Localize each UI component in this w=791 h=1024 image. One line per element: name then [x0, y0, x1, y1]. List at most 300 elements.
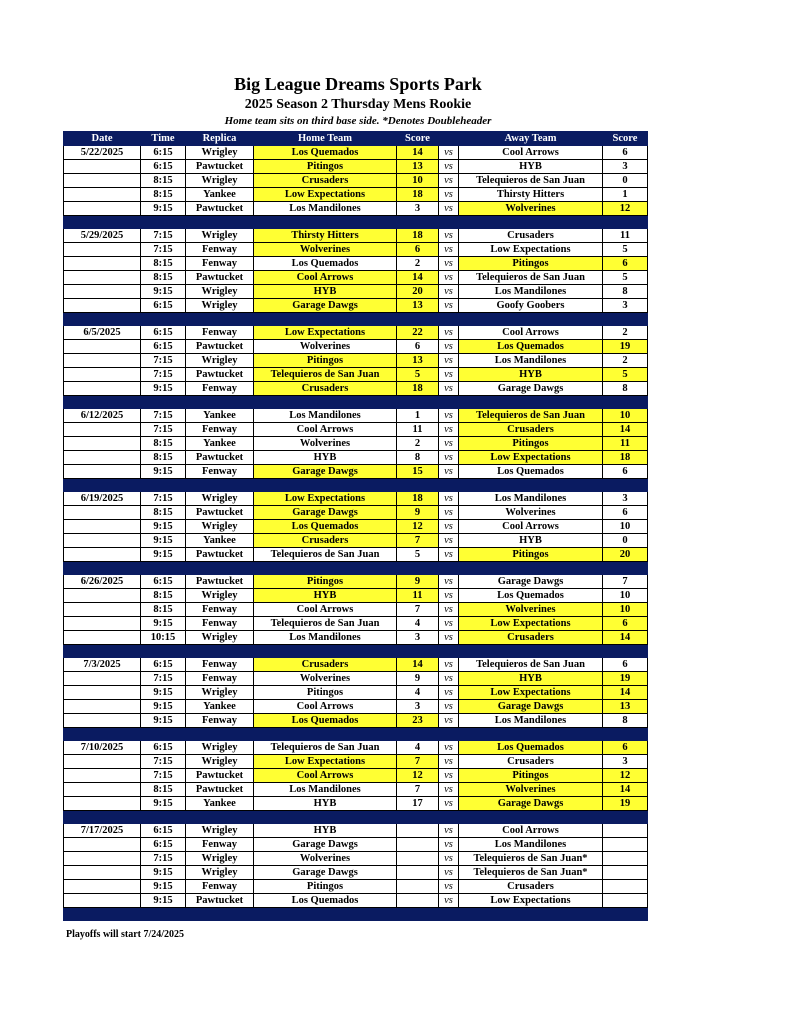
date-cell: 7/17/2025 [64, 824, 141, 838]
time-cell: 7:15 [141, 755, 186, 769]
home-score-cell [397, 880, 439, 894]
away-team-cell: Garage Dawgs [459, 575, 603, 589]
vs-cell: vs [439, 741, 459, 755]
away-team-cell: Crusaders [459, 229, 603, 243]
home-score-cell [397, 852, 439, 866]
away-team-cell: Telequieros de San Juan [459, 409, 603, 423]
date-cell [64, 188, 141, 202]
away-team-cell: Cool Arrows [459, 520, 603, 534]
week-separator [64, 216, 648, 229]
replica-cell: Fenway [186, 880, 254, 894]
replica-cell: Yankee [186, 797, 254, 811]
home-team-cell: Garage Dawgs [254, 299, 397, 313]
date-cell [64, 603, 141, 617]
table-row [64, 658, 648, 672]
home-score-cell: 14 [397, 271, 439, 285]
table-row [64, 188, 648, 202]
table-row [64, 174, 648, 188]
away-score-cell: 10 [603, 409, 648, 423]
vs-cell: vs [439, 506, 459, 520]
away-score-cell: 13 [603, 700, 648, 714]
replica-cell: Pawtucket [186, 451, 254, 465]
date-cell: 6/26/2025 [64, 575, 141, 589]
away-score-cell: 3 [603, 492, 648, 506]
table-row [64, 202, 648, 216]
away-team-cell: HYB [459, 160, 603, 174]
table-row [64, 340, 648, 354]
time-cell: 6:15 [141, 299, 186, 313]
home-score-cell: 4 [397, 741, 439, 755]
vs-cell: vs [439, 202, 459, 216]
home-score-cell: 9 [397, 506, 439, 520]
date-cell [64, 520, 141, 534]
time-cell: 9:15 [141, 686, 186, 700]
col-time: Time [141, 132, 186, 146]
replica-cell: Yankee [186, 437, 254, 451]
replica-cell: Wrigley [186, 520, 254, 534]
table-row [64, 299, 648, 313]
vs-cell: vs [439, 797, 459, 811]
replica-cell: Fenway [186, 257, 254, 271]
replica-cell: Fenway [186, 603, 254, 617]
vs-cell: vs [439, 160, 459, 174]
table-row [64, 492, 648, 506]
vs-cell: vs [439, 340, 459, 354]
date-cell: 6/19/2025 [64, 492, 141, 506]
replica-cell: Wrigley [186, 866, 254, 880]
table-row [64, 534, 648, 548]
time-cell: 6:15 [141, 824, 186, 838]
home-score-cell: 3 [397, 700, 439, 714]
date-cell: 7/3/2025 [64, 658, 141, 672]
away-team-cell: Thirsty Hitters [459, 188, 603, 202]
home-team-cell: Pitingos [254, 575, 397, 589]
replica-cell: Yankee [186, 188, 254, 202]
date-cell [64, 257, 141, 271]
away-team-cell: Wolverines [459, 506, 603, 520]
away-score-cell: 2 [603, 326, 648, 340]
replica-cell: Wrigley [186, 824, 254, 838]
away-team-cell: Los Quemados [459, 741, 603, 755]
time-cell: 6:15 [141, 326, 186, 340]
away-team-cell: HYB [459, 534, 603, 548]
col-vs [439, 132, 459, 146]
date-cell [64, 589, 141, 603]
vs-cell: vs [439, 838, 459, 852]
schedule-body [64, 146, 648, 921]
time-cell: 7:15 [141, 769, 186, 783]
vs-cell: vs [439, 285, 459, 299]
vs-cell: vs [439, 368, 459, 382]
week-separator [64, 562, 648, 575]
away-team-cell: Low Expectations [459, 451, 603, 465]
time-cell: 9:15 [141, 548, 186, 562]
away-score-cell: 6 [603, 465, 648, 479]
replica-cell: Yankee [186, 700, 254, 714]
away-team-cell: HYB [459, 672, 603, 686]
home-score-cell: 12 [397, 520, 439, 534]
home-team-cell: HYB [254, 824, 397, 838]
time-cell: 9:15 [141, 866, 186, 880]
home-score-cell: 8 [397, 451, 439, 465]
date-cell [64, 894, 141, 908]
date-cell [64, 797, 141, 811]
home-score-cell: 12 [397, 769, 439, 783]
away-team-cell: Telequieros de San Juan [459, 271, 603, 285]
away-team-cell: Telequieros de San Juan [459, 174, 603, 188]
time-cell: 6:15 [141, 741, 186, 755]
away-team-cell: Pitingos [459, 769, 603, 783]
away-score-cell: 14 [603, 423, 648, 437]
home-score-cell: 6 [397, 243, 439, 257]
home-score-cell: 3 [397, 202, 439, 216]
home-team-cell: Low Expectations [254, 755, 397, 769]
away-team-cell: Telequieros de San Juan* [459, 852, 603, 866]
date-cell [64, 271, 141, 285]
col-home-score: Score [397, 132, 439, 146]
away-score-cell [603, 894, 648, 908]
home-team-cell: Cool Arrows [254, 603, 397, 617]
vs-cell: vs [439, 548, 459, 562]
home-score-cell: 15 [397, 465, 439, 479]
date-cell [64, 880, 141, 894]
table-row [64, 603, 648, 617]
replica-cell: Wrigley [186, 852, 254, 866]
week-separator [64, 645, 648, 658]
replica-cell: Pawtucket [186, 506, 254, 520]
vs-cell: vs [439, 534, 459, 548]
separator-bar [64, 313, 648, 326]
replica-cell: Wrigley [186, 146, 254, 160]
home-score-cell: 18 [397, 492, 439, 506]
home-team-cell: Los Mandilones [254, 783, 397, 797]
away-score-cell: 6 [603, 257, 648, 271]
vs-cell: vs [439, 409, 459, 423]
home-team-cell: Cool Arrows [254, 271, 397, 285]
away-score-cell: 3 [603, 299, 648, 313]
date-cell [64, 534, 141, 548]
week-separator [64, 811, 648, 824]
vs-cell: vs [439, 631, 459, 645]
table-row [64, 783, 648, 797]
home-score-cell: 23 [397, 714, 439, 728]
home-team-cell: Low Expectations [254, 492, 397, 506]
time-cell: 7:15 [141, 368, 186, 382]
vs-cell: vs [439, 465, 459, 479]
date-cell [64, 617, 141, 631]
away-team-cell: Los Mandilones [459, 285, 603, 299]
home-score-cell: 4 [397, 686, 439, 700]
away-team-cell: Crusaders [459, 631, 603, 645]
date-cell [64, 755, 141, 769]
week-separator [64, 728, 648, 741]
replica-cell: Yankee [186, 534, 254, 548]
replica-cell: Wrigley [186, 631, 254, 645]
time-cell: 9:15 [141, 202, 186, 216]
date-cell: 6/12/2025 [64, 409, 141, 423]
vs-cell: vs [439, 271, 459, 285]
vs-cell: vs [439, 299, 459, 313]
replica-cell: Wrigley [186, 741, 254, 755]
table-row [64, 451, 648, 465]
page-note: Home team sits on third base side. *Denotes Doubleheader [224, 115, 492, 127]
time-cell: 7:15 [141, 243, 186, 257]
replica-cell: Fenway [186, 658, 254, 672]
away-team-cell: Los Mandilones [459, 492, 603, 506]
col-away-team: Away Team [459, 132, 603, 146]
away-score-cell: 3 [603, 755, 648, 769]
date-cell [64, 686, 141, 700]
time-cell: 6:15 [141, 160, 186, 174]
home-team-cell: Los Mandilones [254, 631, 397, 645]
vs-cell: vs [439, 866, 459, 880]
home-team-cell: Low Expectations [254, 188, 397, 202]
week-separator [64, 908, 648, 921]
time-cell: 9:15 [141, 520, 186, 534]
table-row [64, 257, 648, 271]
week-separator [64, 313, 648, 326]
replica-cell: Fenway [186, 838, 254, 852]
away-score-cell: 0 [603, 534, 648, 548]
date-cell [64, 354, 141, 368]
time-cell: 9:15 [141, 465, 186, 479]
vs-cell: vs [439, 589, 459, 603]
home-score-cell: 7 [397, 783, 439, 797]
date-cell [64, 700, 141, 714]
away-team-cell: Crusaders [459, 423, 603, 437]
table-row [64, 285, 648, 299]
replica-cell: Pawtucket [186, 769, 254, 783]
vs-cell: vs [439, 714, 459, 728]
away-score-cell: 0 [603, 174, 648, 188]
home-team-cell: Los Quemados [254, 714, 397, 728]
vs-cell: vs [439, 229, 459, 243]
home-team-cell: Telequieros de San Juan [254, 368, 397, 382]
footer-note: Playoffs will start 7/24/2025 [66, 929, 185, 940]
vs-cell: vs [439, 382, 459, 396]
vs-cell: vs [439, 146, 459, 160]
time-cell: 7:15 [141, 492, 186, 506]
replica-cell: Pawtucket [186, 894, 254, 908]
replica-cell: Wrigley [186, 285, 254, 299]
date-cell: 7/10/2025 [64, 741, 141, 755]
table-row [64, 437, 648, 451]
table-row [64, 160, 648, 174]
time-cell: 8:15 [141, 174, 186, 188]
table-row [64, 146, 648, 160]
replica-cell: Wrigley [186, 755, 254, 769]
home-team-cell: Crusaders [254, 534, 397, 548]
table-row [64, 824, 648, 838]
date-cell [64, 243, 141, 257]
away-score-cell: 20 [603, 548, 648, 562]
vs-cell: vs [439, 326, 459, 340]
home-score-cell: 7 [397, 603, 439, 617]
time-cell: 8:15 [141, 783, 186, 797]
date-cell: 5/29/2025 [64, 229, 141, 243]
date-cell: 6/5/2025 [64, 326, 141, 340]
replica-cell: Fenway [186, 382, 254, 396]
home-team-cell: Low Expectations [254, 326, 397, 340]
away-score-cell: 5 [603, 243, 648, 257]
away-score-cell: 14 [603, 631, 648, 645]
table-row [64, 520, 648, 534]
home-score-cell: 18 [397, 382, 439, 396]
table-row [64, 326, 648, 340]
separator-bar [64, 645, 648, 658]
home-score-cell: 2 [397, 437, 439, 451]
table-row [64, 617, 648, 631]
home-team-cell: Garage Dawgs [254, 506, 397, 520]
time-cell: 6:15 [141, 340, 186, 354]
away-score-cell: 11 [603, 229, 648, 243]
time-cell: 8:15 [141, 271, 186, 285]
time-cell: 6:15 [141, 575, 186, 589]
away-score-cell: 14 [603, 783, 648, 797]
table-row [64, 575, 648, 589]
week-separator [64, 479, 648, 492]
time-cell: 8:15 [141, 603, 186, 617]
home-score-cell: 10 [397, 174, 439, 188]
vs-cell: vs [439, 617, 459, 631]
table-row [64, 368, 648, 382]
table-row [64, 465, 648, 479]
home-team-cell: HYB [254, 797, 397, 811]
separator-bar [64, 216, 648, 229]
away-score-cell [603, 838, 648, 852]
date-cell [64, 769, 141, 783]
away-score-cell: 8 [603, 382, 648, 396]
home-team-cell: Pitingos [254, 880, 397, 894]
replica-cell: Wrigley [186, 174, 254, 188]
separator-bar [64, 728, 648, 741]
away-team-cell: Pitingos [459, 257, 603, 271]
home-team-cell: Wolverines [254, 672, 397, 686]
replica-cell: Wrigley [186, 229, 254, 243]
time-cell: 7:15 [141, 409, 186, 423]
away-team-cell: Garage Dawgs [459, 797, 603, 811]
table-row [64, 548, 648, 562]
home-score-cell: 20 [397, 285, 439, 299]
away-score-cell: 10 [603, 520, 648, 534]
time-cell: 7:15 [141, 423, 186, 437]
away-score-cell: 7 [603, 575, 648, 589]
away-team-cell: Wolverines [459, 783, 603, 797]
replica-cell: Fenway [186, 243, 254, 257]
away-score-cell: 6 [603, 741, 648, 755]
home-score-cell: 11 [397, 589, 439, 603]
home-score-cell: 5 [397, 548, 439, 562]
time-cell: 10:15 [141, 631, 186, 645]
away-score-cell [603, 852, 648, 866]
replica-cell: Pawtucket [186, 271, 254, 285]
vs-cell: vs [439, 824, 459, 838]
away-score-cell: 3 [603, 160, 648, 174]
date-cell [64, 783, 141, 797]
away-score-cell: 10 [603, 589, 648, 603]
replica-cell: Fenway [186, 714, 254, 728]
away-score-cell: 19 [603, 797, 648, 811]
date-cell [64, 714, 141, 728]
table-row [64, 852, 648, 866]
away-team-cell: Low Expectations [459, 686, 603, 700]
home-score-cell [397, 866, 439, 880]
home-score-cell [397, 894, 439, 908]
away-score-cell: 5 [603, 271, 648, 285]
away-team-cell: Pitingos [459, 548, 603, 562]
table-row [64, 686, 648, 700]
date-cell [64, 631, 141, 645]
home-score-cell: 18 [397, 188, 439, 202]
time-cell: 8:15 [141, 451, 186, 465]
home-team-cell: Los Quemados [254, 146, 397, 160]
separator-bar [64, 562, 648, 575]
date-cell [64, 437, 141, 451]
date-cell [64, 506, 141, 520]
away-score-cell [603, 824, 648, 838]
vs-cell: vs [439, 437, 459, 451]
away-team-cell: Los Quemados [459, 465, 603, 479]
away-team-cell: Wolverines [459, 603, 603, 617]
date-cell [64, 340, 141, 354]
vs-cell: vs [439, 174, 459, 188]
replica-cell: Pawtucket [186, 368, 254, 382]
away-score-cell: 6 [603, 146, 648, 160]
week-separator [64, 396, 648, 409]
home-team-cell: Telequieros de San Juan [254, 741, 397, 755]
col-replica: Replica [186, 132, 254, 146]
vs-cell: vs [439, 492, 459, 506]
home-team-cell: Crusaders [254, 174, 397, 188]
table-row [64, 880, 648, 894]
home-team-cell: Garage Dawgs [254, 838, 397, 852]
home-score-cell: 14 [397, 146, 439, 160]
time-cell: 9:15 [141, 894, 186, 908]
home-score-cell: 13 [397, 299, 439, 313]
replica-cell: Pawtucket [186, 160, 254, 174]
vs-cell: vs [439, 243, 459, 257]
table-row [64, 354, 648, 368]
replica-cell: Pawtucket [186, 548, 254, 562]
time-cell: 7:15 [141, 354, 186, 368]
away-score-cell: 8 [603, 285, 648, 299]
home-team-cell: Cool Arrows [254, 700, 397, 714]
date-cell [64, 285, 141, 299]
vs-cell: vs [439, 783, 459, 797]
replica-cell: Wrigley [186, 589, 254, 603]
date-cell [64, 451, 141, 465]
time-cell: 6:15 [141, 146, 186, 160]
away-team-cell: Garage Dawgs [459, 382, 603, 396]
table-row [64, 797, 648, 811]
away-score-cell: 12 [603, 202, 648, 216]
away-score-cell: 19 [603, 340, 648, 354]
vs-cell: vs [439, 658, 459, 672]
home-score-cell: 18 [397, 229, 439, 243]
table-row [64, 243, 648, 257]
table-row [64, 423, 648, 437]
home-team-cell: Wolverines [254, 340, 397, 354]
home-team-cell: Garage Dawgs [254, 465, 397, 479]
date-cell [64, 465, 141, 479]
home-score-cell [397, 838, 439, 852]
vs-cell: vs [439, 880, 459, 894]
time-cell: 8:15 [141, 589, 186, 603]
date-cell [64, 423, 141, 437]
time-cell: 9:15 [141, 534, 186, 548]
date-cell [64, 838, 141, 852]
vs-cell: vs [439, 257, 459, 271]
